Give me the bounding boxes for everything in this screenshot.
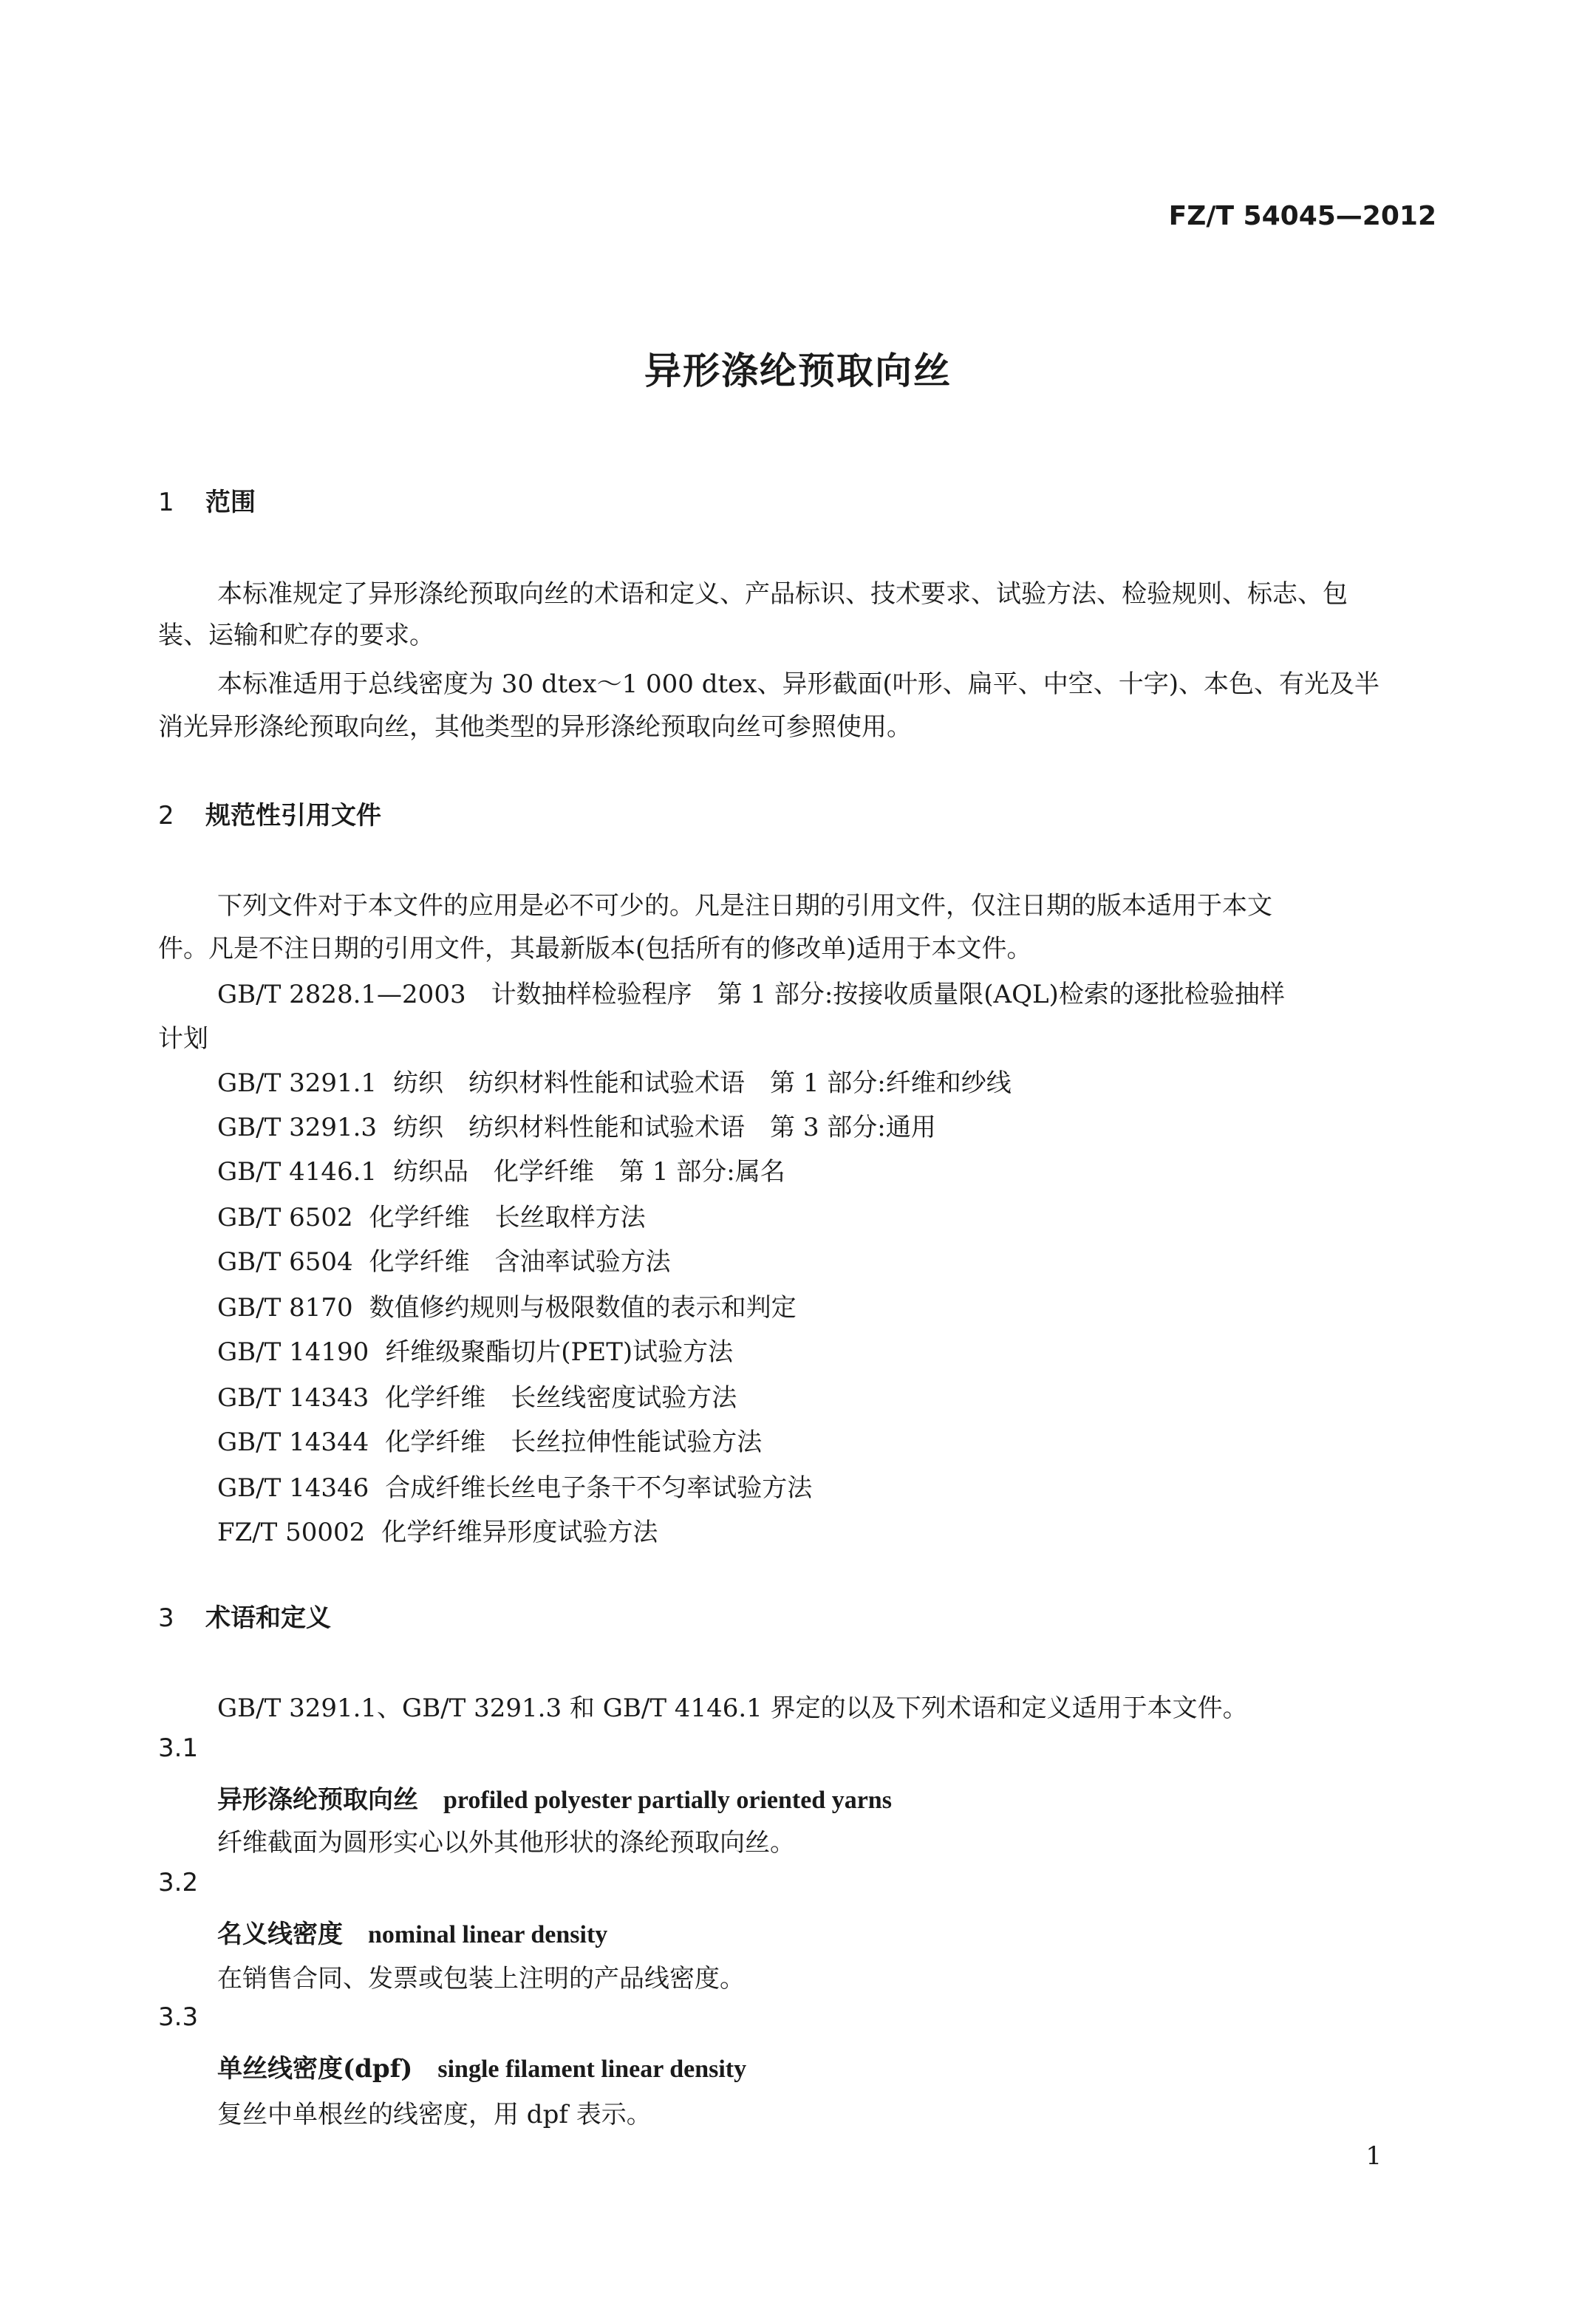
reference-code: GB/T 14343 bbox=[217, 1383, 369, 1413]
section-number: 2 bbox=[158, 801, 174, 831]
reference-item bbox=[217, 1422, 762, 1458]
term-chinese: 单丝线密度(dpf) bbox=[217, 2054, 413, 2084]
normative-intro-line-2: 件。凡是不注日期的引用文件，其最新版本(包括所有的修改单)适用于本文件。 bbox=[158, 934, 1032, 963]
reference-item-gb-t-2828-line-2: 计划 bbox=[158, 1024, 208, 1054]
reference-item bbox=[217, 1197, 646, 1233]
reference-code: GB/T 4146.1 bbox=[217, 1157, 378, 1187]
reference-item bbox=[217, 1287, 797, 1323]
reference-title: 纤维级聚酯切片(PET)试验方法 bbox=[385, 1337, 734, 1367]
section-title: 术语和定义 bbox=[205, 1603, 331, 1633]
term-number: 3.2 bbox=[158, 1868, 199, 1897]
reference-title: 合成纤维长丝电子条干不匀率试验方法 bbox=[385, 1473, 813, 1503]
term-definition: 在销售合同、发票或包装上注明的产品线密度。 bbox=[217, 1964, 745, 1993]
section-title: 规范性引用文件 bbox=[205, 801, 381, 831]
reference-item bbox=[217, 1241, 671, 1278]
term-heading bbox=[217, 1779, 892, 1815]
section-number: 3 bbox=[158, 1603, 174, 1633]
reference-item bbox=[217, 1467, 812, 1504]
reference-title: 化学纤维 长丝取样方法 bbox=[369, 1203, 646, 1232]
scope-paragraph-1-line-2: 装、运输和贮存的要求。 bbox=[158, 621, 434, 650]
reference-code: GB/T 6504 bbox=[217, 1247, 353, 1277]
term-heading bbox=[217, 2048, 746, 2084]
page-number: 1 bbox=[1365, 2141, 1382, 2171]
reference-item bbox=[217, 1063, 1012, 1099]
reference-title: 化学纤维异形度试验方法 bbox=[381, 1518, 658, 1547]
term-english: nominal linear density bbox=[368, 1921, 608, 1948]
section-heading-normative-references bbox=[158, 795, 381, 831]
reference-code: GB/T 6502 bbox=[217, 1203, 353, 1232]
reference-code: GB/T 3291.1 bbox=[217, 1068, 378, 1098]
section-number: 1 bbox=[158, 488, 174, 517]
section-heading-terms-definitions bbox=[158, 1597, 331, 1634]
reference-item-gb-t-2828-line-1: GB/T 2828.1—2003 计数抽样检验程序 第 1 部分:按接收质量限(AQL)检索的逐批检验抽样 bbox=[217, 980, 1285, 1009]
reference-title: 纺织品 化学纤维 第 1 部分:属名 bbox=[393, 1157, 785, 1187]
term-number: 3.1 bbox=[158, 1733, 199, 1763]
reference-item bbox=[217, 1512, 658, 1548]
term-english: single filament linear density bbox=[437, 2056, 747, 2083]
scope-paragraph-1-line-1: 本标准规定了异形涤纶预取向丝的术语和定义、产品标识、技术要求、试验方法、检验规则、标志、包 bbox=[217, 579, 1348, 609]
reference-item bbox=[217, 1377, 737, 1413]
reference-title: 纺织 纺织材料性能和试验术语 第 3 部分:通用 bbox=[393, 1113, 936, 1142]
reference-title: 化学纤维 含油率试验方法 bbox=[369, 1247, 671, 1277]
scope-paragraph-2-line-2: 消光异形涤纶预取向丝，其他类型的异形涤纶预取向丝可参照使用。 bbox=[158, 712, 912, 742]
reference-code: FZ/T 50002 bbox=[217, 1518, 366, 1547]
term-chinese: 名义线密度 bbox=[217, 1920, 343, 1949]
section-heading-scope bbox=[158, 482, 256, 518]
term-definition: 纤维截面为圆形实心以外其他形状的涤纶预取向丝。 bbox=[217, 1828, 795, 1858]
reference-item bbox=[217, 1151, 785, 1187]
term-english: profiled polyester partially oriented yarns bbox=[443, 1787, 892, 1814]
scope-paragraph-2-line-1: 本标准适用于总线密度为 30 dtex～1 000 dtex、异形截面(叶形、扁平、中空、十字)、本色、有光及半 bbox=[217, 669, 1380, 699]
reference-title: 化学纤维 长丝线密度试验方法 bbox=[385, 1383, 737, 1413]
reference-code: GB/T 3291.3 bbox=[217, 1113, 378, 1142]
reference-title: 数值修约规则与极限数值的表示和判定 bbox=[369, 1293, 797, 1323]
reference-item bbox=[217, 1331, 733, 1368]
reference-code: GB/T 8170 bbox=[217, 1293, 353, 1323]
normative-intro-line-1: 下列文件对于本文件的应用是必不可少的。凡是注日期的引用文件，仅注日期的版本适用于本文 bbox=[217, 891, 1272, 921]
reference-code: GB/T 14190 bbox=[217, 1337, 369, 1367]
term-number: 3.3 bbox=[158, 2002, 199, 2032]
terms-intro: GB/T 3291.1、GB/T 3291.3 和 GB/T 4146.1 界定的以及下列术语和定义适用于本文件。 bbox=[217, 1694, 1248, 1723]
reference-code: GB/T 14346 bbox=[217, 1473, 369, 1503]
term-heading bbox=[217, 1914, 607, 1950]
reference-item bbox=[217, 1107, 936, 1143]
reference-code: GB/T 14344 bbox=[217, 1428, 369, 1457]
page-title: 异形涤纶预取向丝 bbox=[644, 349, 952, 392]
reference-title: 化学纤维 长丝拉伸性能试验方法 bbox=[385, 1428, 763, 1457]
section-title: 范围 bbox=[205, 488, 256, 517]
document-code: FZ/T 54045—2012 bbox=[1168, 201, 1436, 231]
term-definition: 复丝中单根丝的线密度，用 dpf 表示。 bbox=[217, 2100, 652, 2129]
term-chinese: 异形涤纶预取向丝 bbox=[217, 1785, 418, 1815]
reference-title: 纺织 纺织材料性能和试验术语 第 1 部分:纤维和纱线 bbox=[393, 1068, 1012, 1098]
